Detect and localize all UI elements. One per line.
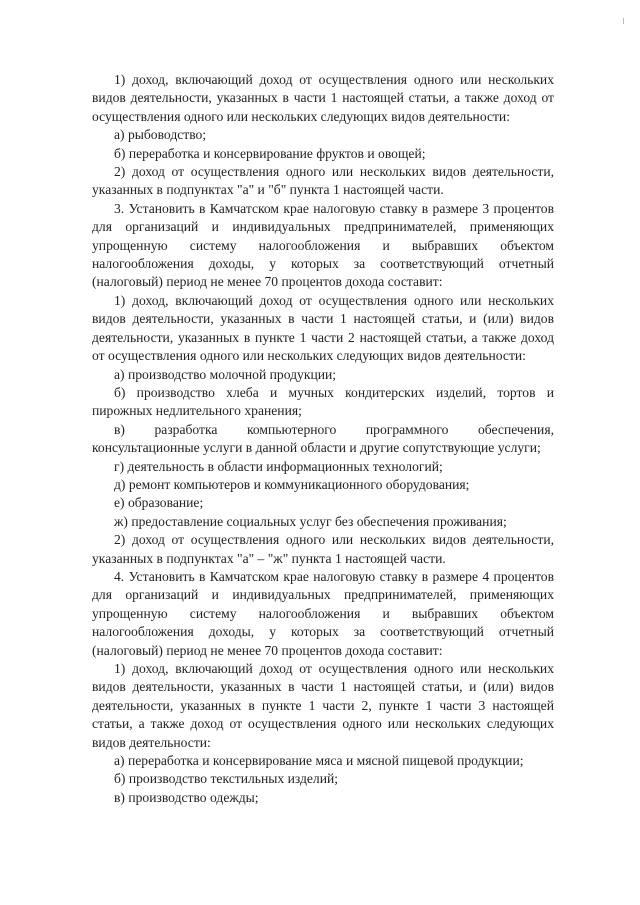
paragraph-part3-item2: 2) доход от осуществления одного или нескольких видов деятельности, указанных в подпунктах "а" – "ж" пункта 1 настоящей части. (92, 532, 554, 566)
paragraph-part1-item2: 2) доход от осуществления одного или нескольких видов деятельности, указанных в подпунктах "а" и "б" пункта 1 настоящей части. (92, 164, 554, 198)
paragraph-item-e-education: е) образование; (114, 495, 204, 511)
scan-mark (623, 18, 624, 24)
paragraph-part4: 4. Установить в Камчатском крае налоговую ставку в размере 4 процентов для организаций и индивидуальных предпринимателей, применяющих упрощенную систему налогообложения и выбравших объектом налогообложения доходы, у которых за соответствующий отчетный (налоговый) период не менее 70 процентов дохода составит: (92, 568, 554, 658)
paragraph-item-b-textile: б) производство текстильных изделий; (114, 771, 339, 787)
document-body (92, 71, 554, 807)
paragraph-item-a-dairy: а) производство молочной продукции; (114, 366, 337, 382)
paragraph-item-a-meat: а) переработка и консервирование мяса и мясной пищевой продукции; (114, 753, 524, 769)
paragraph-item-d-repair: д) ремонт компьютеров и коммуникационного оборудования; (114, 476, 470, 492)
paragraph-item-b-bakery: б) производство хлеба и мучных кондитерских изделий, тортов и пирожных недлительного хранения; (92, 384, 554, 419)
paragraph-item-b-fruit-processing: б) переработка и консервирование фруктов и овощей; (114, 145, 426, 161)
paragraph-item-a-fish-farming: а) рыбоводство; (114, 127, 207, 143)
paragraph-part3: 3. Установить в Камчатском крае налоговую ставку в размере 3 процентов для организаций и индивидуальных предпринимателей, применяющих упрощенную систему налогообложения и выбравших объектом налогообложения доходы, у которых за соответствующий отчетный (налоговый) период не менее 70 процентов дохода составит: (92, 200, 554, 290)
paragraph-part3-item1: 1) доход, включающий доход от осуществления одного или нескольких видов деятельности, указанных в части 1 настоящей статьи, и (или) видов деятельности, указанных в пункте 1 части 2 настоящей статьи, а также доход от осуществления одного или нескольких следующих видов деятельности: (92, 292, 554, 364)
paragraph-part1-item1: 1) доход, включающий доход от осуществления одного или нескольких видов деятельности, указанных в части 1 настоящей статьи, а также доход от осуществления одного или нескольких следующих видов деятельности: (92, 72, 554, 124)
paragraph-item-zh-social: ж) предоставление социальных услуг без обеспечения проживания; (114, 513, 507, 529)
paragraph-item-g-it: г) деятельность в области информационных технологий; (114, 458, 443, 474)
paragraph-item-v-software: в) разработка компьютерного программного обеспечения, консультационные услуги в данной области и другие сопутствующие услуги; (92, 421, 554, 456)
paragraph-item-v-clothing: в) производство одежды; (114, 789, 259, 805)
paragraph-part4-item1: 1) доход, включающий доход от осуществления одного или нескольких видов деятельности, указанных в части 1 настоящей статьи, и (или) видов деятельности, указанных в пункте 1 части 2, пункте 1 части 3 настоящей статьи, а также доход от осуществления одного или нескольких следующих видов деятельности: (92, 661, 554, 750)
